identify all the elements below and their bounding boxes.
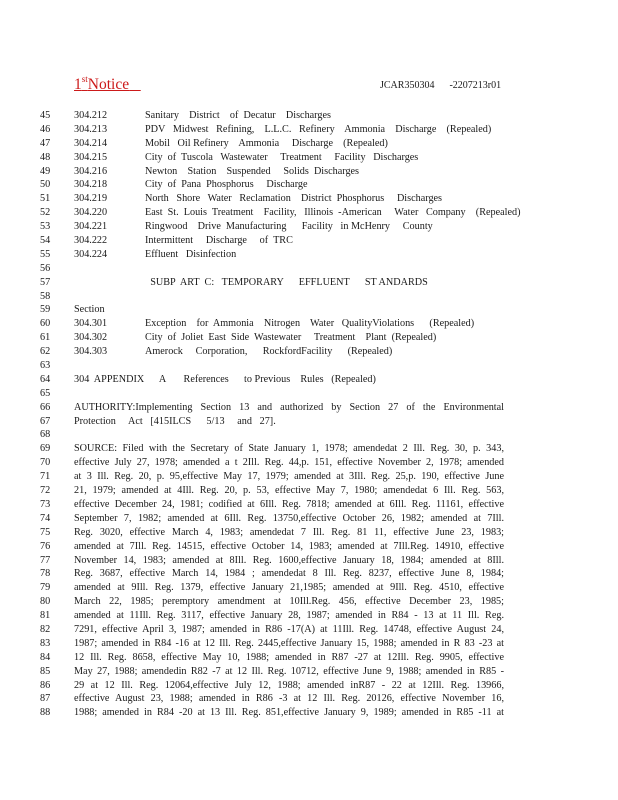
document-line [0,679,618,693]
section-title: Effluent Disinfection [145,248,237,260]
line-number: 72 [40,485,51,497]
section-title: City of Tuscola Wastewater Treatment Facility Discharges [145,151,419,163]
document-line [0,609,618,623]
line-number: 88 [40,707,51,719]
document-line [0,373,618,387]
justified-text: effective August 23, 1988; amended in R86 -3 at 12 Ill. Reg. 20126, effective November 16, [74,693,504,705]
document-line [0,220,618,234]
section-number: 304.218 [74,179,108,191]
line-number: 48 [40,151,51,163]
justified-text: Reg. 3020, effective March 4, 1983; amendedat 7 Ill. Reg. 81 11, effective June 23, 1983; [74,526,504,538]
document-line [0,512,618,526]
section-title: Newton Station Suspended Solids Discharges [145,165,360,177]
section-number: 304.221 [74,221,108,233]
justified-text: AUTHORITY:Implementing Section 13 and authorized by Section 27 of the Environmental [74,401,504,413]
section-title: Mobil Oil Refinery Ammonia Discharge (Repealed) [145,137,388,149]
body-text: 304 APPENDIX A References to Previous Rules (Repealed) [74,373,376,385]
line-number: 47 [40,137,51,149]
line-number: 65 [40,387,51,399]
section-title: Exception for Ammonia Nitrogen Water QualityViolations (Repealed) [145,318,475,330]
notice-ordinal-suffix: st [81,74,88,84]
document-line [0,692,618,706]
line-number: 68 [40,429,51,441]
document-line [0,470,618,484]
section-title: Sanitary District of Decatur Discharges [145,110,331,121]
line-number: 55 [40,248,51,260]
document-line [0,290,618,304]
line-number: 63 [40,360,51,372]
line-number: 70 [40,457,51,469]
document-line [0,637,618,651]
document-id: JCAR350304 -2207213r01 [380,80,502,91]
line-number: 57 [40,276,51,288]
justified-text: 1988; amended in R84 -20 at 13 Ill. Reg. 851,effective January 9, 1989; amended in R85 -11 at [74,707,504,719]
section-number: 304.213 [74,123,108,135]
document-line [0,498,618,512]
document-line [0,359,618,373]
line-number: 66 [40,401,51,413]
justified-text: at 3 Ill. Reg. 20, p. 95,effective May 17, 1979; amended at 3Ill. Reg. 25,p. 190, effective June [74,471,504,483]
document-line [0,234,618,248]
document-line [0,567,618,581]
line-number: 49 [40,165,51,177]
document-line [0,331,618,345]
line-number: 69 [40,443,51,455]
section-number: 304.212 [74,110,108,121]
section-title: Ringwood Drive Manufacturing Facility in McHenry County [145,221,433,233]
document-line [0,442,618,456]
document-line [0,206,618,220]
section-number: 304.302 [74,332,108,344]
document-line [0,165,618,179]
line-number: 58 [40,290,51,302]
section-title: North Shore Water Reclamation District Phosphorus Discharges [145,193,443,205]
line-number: 67 [40,415,51,427]
line-number: 76 [40,540,51,552]
justified-text: amended at 7Ill. Reg. 14515, effective October 14, 1983; amended at 7Ill.Reg. 14910, effective [74,540,504,552]
line-number: 83 [40,637,51,649]
section-number: 304.303 [74,346,108,358]
line-number: 78 [40,568,51,580]
document-line [0,623,618,637]
line-number: 84 [40,651,51,663]
line-number: 85 [40,665,51,677]
justified-text: effective July 27, 1978; amended a t 2Ill. Reg. 44,p. 151, effective November 2, 1978; amended [74,457,504,469]
justified-text: May 27, 1988; amendedin R82 -7 at 12 Ill. Reg. 10712, effective June 9, 1988; amended in R85 - [74,665,504,677]
document-line [0,484,618,498]
document-line [0,262,618,276]
document-line [0,137,618,151]
line-number: 82 [40,623,51,635]
line-number: 73 [40,498,51,510]
line-number: 64 [40,373,51,385]
section-number: Section [74,304,105,316]
section-title: City of Joliet East Side Wastewater Treatment Plant (Repealed) [145,332,437,344]
line-number: 45 [40,110,51,121]
document-line [0,192,618,206]
document-line [0,415,618,429]
body-text: Protection Act [415ILCS 5/13 and 27]. [74,415,276,427]
line-number: 77 [40,554,51,566]
document-line [0,317,618,331]
section-title: East St. Louis Treatment Facility, Illinois -American Water Company (Repealed) [145,207,521,219]
section-number: 304.216 [74,165,108,177]
section-number: 304.214 [74,137,108,149]
section-title: Intermittent Discharge of TRC [145,235,293,247]
document-line [0,651,618,665]
line-number: 81 [40,610,51,622]
document-line [0,303,618,317]
line-number: 74 [40,512,51,524]
first-notice-label [74,74,141,94]
justified-text: September 7, 1982; amended at 6Ill. Reg. 13750,effective October 26, 1982; amended at 7Ill. [74,512,504,524]
section-number: 304.220 [74,207,108,219]
section-number: 304.215 [74,151,108,163]
page-header [0,74,618,94]
document-line [0,345,618,359]
line-number: 60 [40,318,51,330]
notice-word: Notice [87,76,130,93]
document-line [0,151,618,165]
document-line [0,540,618,554]
line-number: 79 [40,582,51,594]
document-line [0,123,618,137]
justified-text: 29 at 12 Ill. Reg. 12064,effective July 12, 1988; amended inR87 - 22 at 12Ill. Reg. 13966, [74,679,504,691]
line-number: 75 [40,526,51,538]
justified-text: 7291, effective April 3, 1987; amended in R86 -17(A) at 11Ill. Reg. 14748, effective August 24, [74,623,504,635]
justified-text: amended at 11Ill. Reg. 3117, effective January 28, 1987; amended in R84 - 13 at 11 Ill. Reg. [74,610,504,622]
justified-text: Reg. 3687, effective March 14, 1984 ; amendedat 8 Ill. Reg. 8237, effective June 8, 1984; [74,568,504,580]
section-number: 304.219 [74,193,108,205]
line-number: 46 [40,123,51,135]
line-number: 86 [40,679,51,691]
line-number: 51 [40,193,51,205]
section-title: City of Pana Phosphorus Discharge [145,179,308,191]
document-line [0,387,618,401]
line-number: 61 [40,332,51,344]
line-number: 62 [40,346,51,358]
justified-text: March 22, 1985; peremptory amendment at 10Ill.Reg. 456, effective December 23, 1985; [74,596,504,608]
subpart-heading: SUBP ART C: TEMPORARY EFFLUENT ST ANDARDS [150,276,428,288]
justified-text: 12 Ill. Reg. 8658, effective May 10, 1988; amended in R87 -27 at 12Ill. Reg. 9905, effective [74,651,504,663]
document-line [0,178,618,192]
section-number: 304.222 [74,235,108,247]
document-line [0,401,618,415]
section-number: 304.224 [74,248,108,260]
line-number: 87 [40,693,51,705]
document-line [0,276,618,290]
justified-text: November 14, 1983; amended at 8Ill. Reg. 1600,effective January 18, 1984; amended at 8Ill. [74,554,504,566]
justified-text: 1987; amended in R84 -16 at 12 Ill. Reg. 2445,effective January 15, 1988; amended in R 83 -23 at [74,637,504,649]
line-number: 80 [40,596,51,608]
justified-text: effective December 24, 1981; codified at 6Ill. Reg. 7818; amended at 6Ill. Reg. 11161, effective [74,498,504,510]
line-number: 54 [40,235,51,247]
document-line [0,109,618,123]
document-line [0,595,618,609]
document-line [0,554,618,568]
section-title: PDV Midwest Refining, L.L.C. Refinery Ammonia Discharge (Repealed) [145,123,492,135]
line-number: 53 [40,221,51,233]
document-body [0,109,618,720]
document-line [0,456,618,470]
justified-text: SOURCE: Filed with the Secretary of State January 1, 1978; amendedat 2 Ill. Reg. 30, p. 343, [74,443,504,455]
line-number: 59 [40,304,51,316]
document-line [0,665,618,679]
justified-text: 21, 1979; amended at 4Ill. Reg. 20, p. 53, effective May 7, 1980; amendedat 6 Ill. Reg. 563, [74,485,504,497]
document-line [0,526,618,540]
line-number: 52 [40,207,51,219]
document-line [0,428,618,442]
section-number: 304.301 [74,318,108,330]
line-number: 71 [40,471,51,483]
document-line [0,248,618,262]
document-line [0,706,618,720]
justified-text: amended at 9Ill. Reg. 1379, effective January 21,1985; amended at 9Ill. Reg. 4510, effective [74,582,504,594]
document-line [0,581,618,595]
line-number: 56 [40,262,51,274]
line-number: 50 [40,179,51,191]
notice-number: 1 [74,76,82,93]
section-title: Amerock Corporation, RockfordFacility (Repealed) [145,346,393,358]
